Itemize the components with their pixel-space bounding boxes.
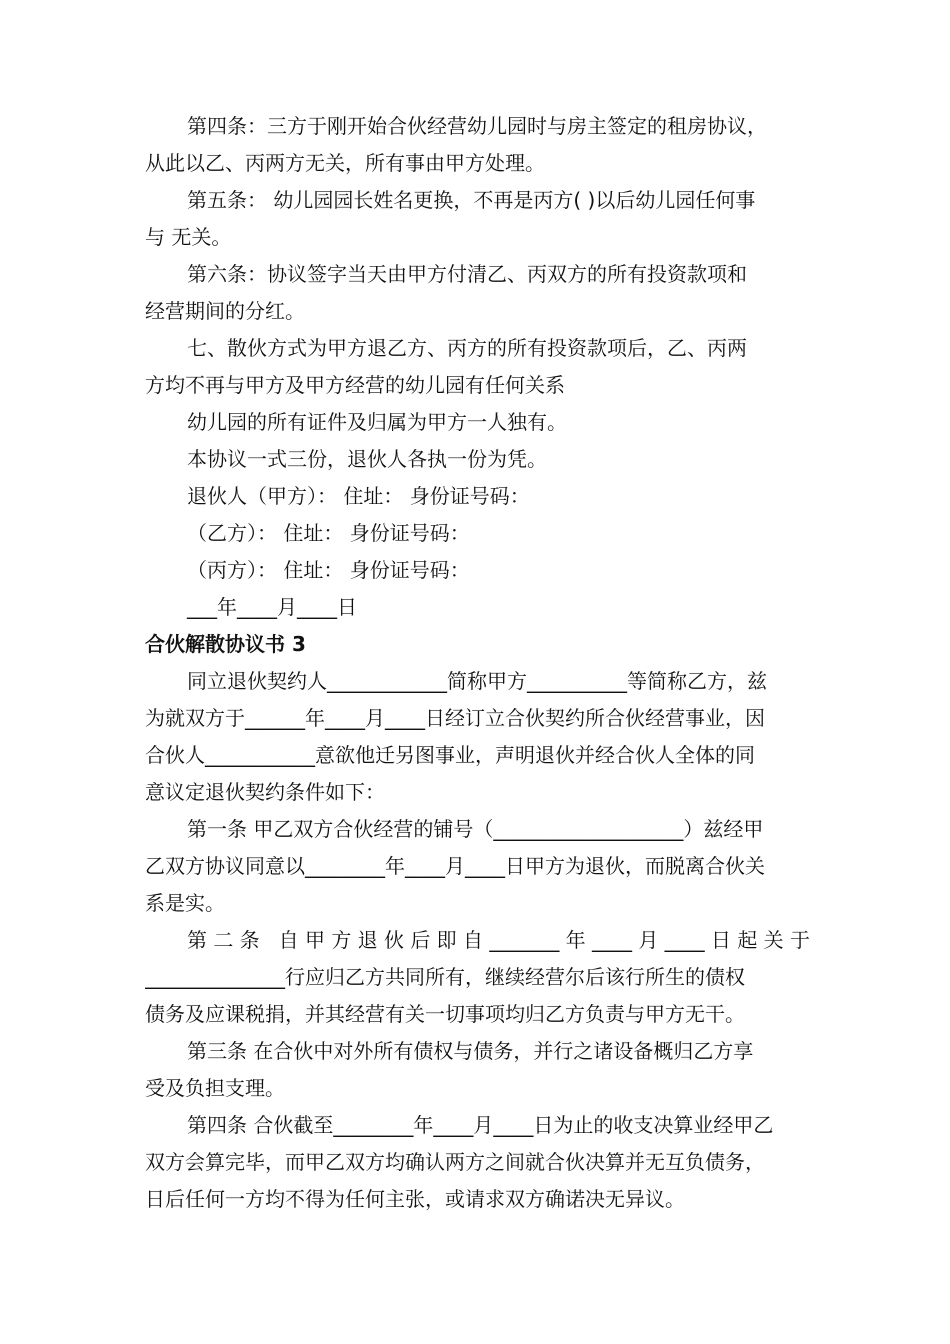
- paragraph-line: 七、散伙方式为甲方退乙方、丙方的所有投资款项后，乙、丙两: [187, 336, 747, 360]
- signature-line-party-b: （乙方）： 住址： 身份证号码：: [187, 521, 470, 545]
- paragraph-line: 第一条 甲乙双方合伙经营的铺号（___________________）兹经甲: [187, 817, 764, 841]
- paragraph-line: 合伙人___________意欲他迁另图事业，声明退伙并经合伙人全体的同: [145, 743, 755, 767]
- paragraph-line: 从此以乙、丙两方无关，所有事由甲方处理。: [145, 151, 545, 175]
- paragraph-line: 受及负担支理。: [145, 1076, 285, 1100]
- paragraph-line: 为就双方于______年____月____日经订立合伙契约所合伙经营事业，因: [145, 706, 765, 730]
- paragraph-line: 与 无关。: [145, 225, 232, 249]
- paragraph-line: 第二条 自甲方退伙后即自_______年____月____日起关于: [187, 928, 810, 952]
- paragraph-line: 第三条 在合伙中对外所有债权与债务，并行之诸设备概归乙方享: [187, 1039, 754, 1063]
- paragraph-line: 乙双方协议同意以________年____月____日甲方为退伙，而脱离合伙关: [145, 854, 765, 878]
- paragraph-line: 方均不再与甲方及甲方经营的幼儿园有任何关系: [145, 373, 565, 397]
- paragraph-line: ______________行应归乙方共同所有，继续经营尔后该行所生的债权: [145, 965, 745, 989]
- signature-line-party-c: （丙方）： 住址： 身份证号码：: [187, 558, 470, 582]
- paragraph-line: 双方会算完毕，而甲乙双方均确认两方之间就合伙决算并无互负债务，: [145, 1150, 765, 1174]
- document-page: [145, 108, 810, 1218]
- paragraph-line: 同立退伙契约人____________简称甲方__________等简称乙方，兹: [187, 669, 767, 693]
- paragraph-line: 经营期间的分红。: [145, 299, 305, 323]
- paragraph-line: 第五条： 幼儿园园长姓名更换，不再是丙方( )以后幼儿园任何事: [187, 188, 756, 212]
- paragraph-line: 债务及应课税捐，并其经营有关一切事项均归乙方负责与甲方无干。: [145, 1002, 745, 1026]
- paragraph-line: 第六条：协议签字当天由甲方付清乙、丙双方的所有投资款项和: [187, 262, 747, 286]
- section-heading: 合伙解散协议书 3: [145, 632, 306, 656]
- paragraph-line: 意议定退伙契约条件如下：: [145, 780, 385, 804]
- paragraph-line: 第四条：三方于刚开始合伙经营幼儿园时与房主签定的租房协议，: [187, 114, 767, 138]
- paragraph-line: 第四条 合伙截至________年____月____日为止的收支决算业经甲乙: [187, 1113, 774, 1137]
- paragraph-line: 日后任何一方均不得为任何主张，或请求双方确诺决无异议。: [145, 1187, 685, 1211]
- date-line: ___年____月____日: [187, 595, 357, 619]
- paragraph-line: 本协议一式三份，退伙人各执一份为凭。: [187, 447, 547, 471]
- signature-line-party-a: 退伙人（甲方）： 住址： 身份证号码：: [187, 484, 530, 508]
- paragraph-line: 幼儿园的所有证件及归属为甲方一人独有。: [187, 410, 567, 434]
- paragraph-line: 系是实。: [145, 891, 225, 915]
